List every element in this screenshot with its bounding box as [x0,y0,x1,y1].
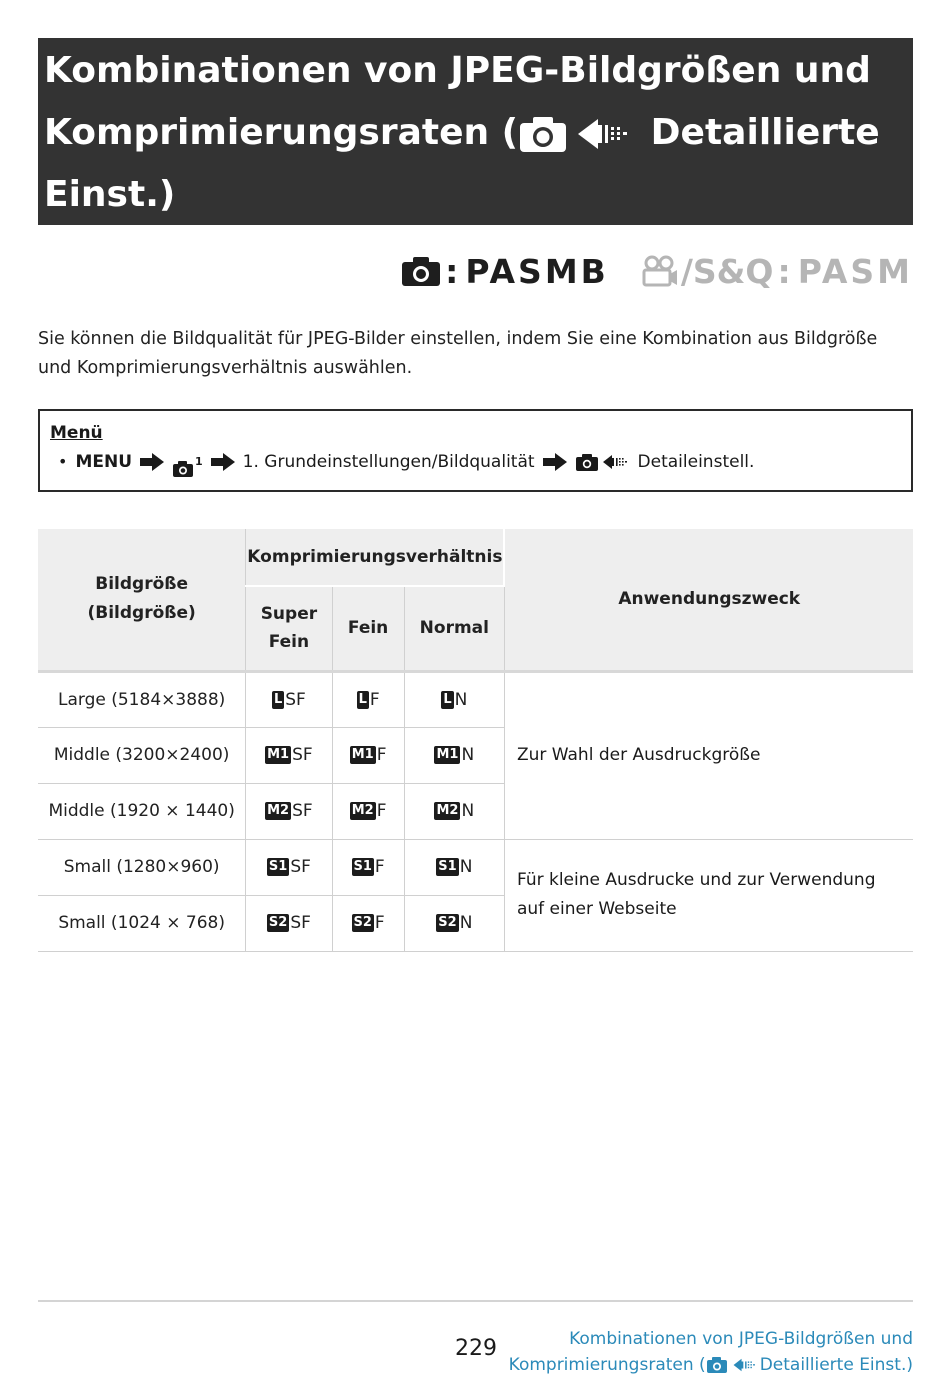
camera-icon [575,453,599,472]
quality-code: F [374,913,385,933]
size-badge-icon: S2 [353,915,372,930]
size-badge-icon: L [358,691,367,707]
section-link[interactable] [509,1326,913,1378]
header-image-size-line1: Bildgröße [95,574,189,595]
use-cell: Für kleine Ausdrucke und zur Verwendung auf einer Webseite [504,839,913,951]
header-super-fine-line1: Super [260,604,318,625]
page-number: 229 [455,1336,497,1361]
size-badge-icon: S1 [268,859,288,874]
quality-code: N [461,745,475,765]
quality-cell-n [404,783,504,839]
size-badge-icon: M1 [351,747,374,762]
quality-cell-n [404,671,504,727]
arrow-right-icon [140,453,164,471]
camera-icon [401,255,441,287]
quality-code: F [374,857,385,877]
menu-final-item: Detaileinstell. [637,452,755,472]
title-line-2-text: Komprimierungsraten ( [44,112,519,153]
quality-cell-n [404,895,504,951]
movie-modes-label: PASM [797,251,913,291]
sq-modes-label: /S&Q [680,251,774,291]
quality-code: F [369,689,380,710]
quality-code: F [376,745,387,765]
title-line-3: Einst.) [44,174,176,215]
header-image-size-line2: (Bildgröße) [87,603,196,624]
size-badge-icon: S2 [438,915,457,930]
size-badge-icon: L [273,691,283,707]
size-badge-icon: M2 [436,803,459,818]
quality-code: N [459,913,473,933]
jpeg-quality-icon [732,1357,760,1373]
use-cell: Zur Wahl der Ausdruckgröße [504,671,913,839]
header-super-fine [246,586,332,671]
quality-cell-n [404,727,504,783]
quality-code: SF [292,745,313,765]
header-normal: Normal [404,586,504,671]
size-badge-icon: M1 [267,747,290,762]
quality-cell-sf [246,783,332,839]
section-link-line2[interactable] [509,1352,913,1378]
quality-cell-sf [246,839,332,895]
quality-cell-f [332,671,404,727]
arrow-right-icon [211,453,235,471]
header-image-size [38,529,246,671]
header-fine: Fein [332,586,404,671]
quality-cell-f [332,839,404,895]
menu-title: Menü [50,423,103,443]
jpeg-quality-icon [602,453,632,471]
quality-code: SF [290,857,311,877]
tab-index: 1 [195,455,203,468]
colon-separator: : [445,251,462,291]
table-row [38,671,913,727]
quality-cell-f [332,727,404,783]
header-compression: Komprimierungsverhältnis [246,529,505,586]
size-badge-icon: S1 [438,859,457,874]
size-badge-icon: S1 [353,859,372,874]
section-link-line1[interactable]: Kombinationen von JPEG-Bildgrößen und [569,1329,913,1349]
quality-code: N [459,857,473,877]
jpeg-quality-icon [576,115,638,153]
table-row [38,839,913,895]
size-cell: Small (1280×960) [38,839,246,895]
header-super-fine-line2: Fein [268,632,310,653]
quality-code: N [454,689,468,710]
size-badge-icon: L [443,691,452,707]
quality-cell-sf [246,895,332,951]
quality-cell-n [404,839,504,895]
footer-divider [38,1300,913,1302]
size-badge-icon: M2 [267,803,290,818]
size-cell: Middle (1920 × 1440) [38,783,246,839]
menu-label: MENU [75,452,132,472]
title-line-1: Kombinationen von JPEG-Bildgrößen und [44,50,871,91]
quality-code: SF [285,689,306,710]
size-badge-icon: S2 [268,915,288,930]
title-line-2 [44,102,907,164]
menu-step: 1. Grundeinstellungen/Bildqualität [242,452,535,472]
section-link-text-end[interactable]: Detaillierte Einst.) [759,1355,913,1375]
bullet: • [58,452,68,471]
page-title [38,38,913,225]
title-line-2-rest: Detaillierte [638,112,880,153]
quality-cell-f [332,895,404,951]
colon-separator: : [777,251,794,291]
section-link-text[interactable]: Komprimierungsraten ( [508,1355,706,1375]
quality-code: SF [292,801,313,821]
quality-code: SF [290,913,311,933]
jpeg-combinations-table [38,529,913,952]
size-cell: Large (5184×3888) [38,671,246,727]
size-badge-icon: M1 [436,747,459,762]
camera-icon [706,1356,728,1374]
header-use: Anwendungszweck [504,529,913,671]
arrow-right-icon [543,453,567,471]
photo-modes-label: PASMB [465,251,609,291]
quality-code: N [461,801,475,821]
movie-icon [641,255,679,287]
intro-paragraph: Sie können die Bildqualität für JPEG-Bilder einstellen, indem Sie eine Kombination aus Bildgröße und Komprimierungsverhältnis auswählen. [38,329,878,378]
size-badge-icon: M2 [351,803,374,818]
camera-icon [518,115,568,153]
quality-cell-f [332,783,404,839]
quality-cell-sf [246,727,332,783]
quality-cell-sf [246,671,332,727]
size-cell: Middle (3200×2400) [38,727,246,783]
shooting-mode-indicator [401,248,913,294]
quality-code: F [376,801,387,821]
menu-path-box [38,409,913,492]
menu-path [50,446,901,478]
size-cell: Small (1024 × 768) [38,895,246,951]
shooting-menu-1-icon [172,446,203,478]
